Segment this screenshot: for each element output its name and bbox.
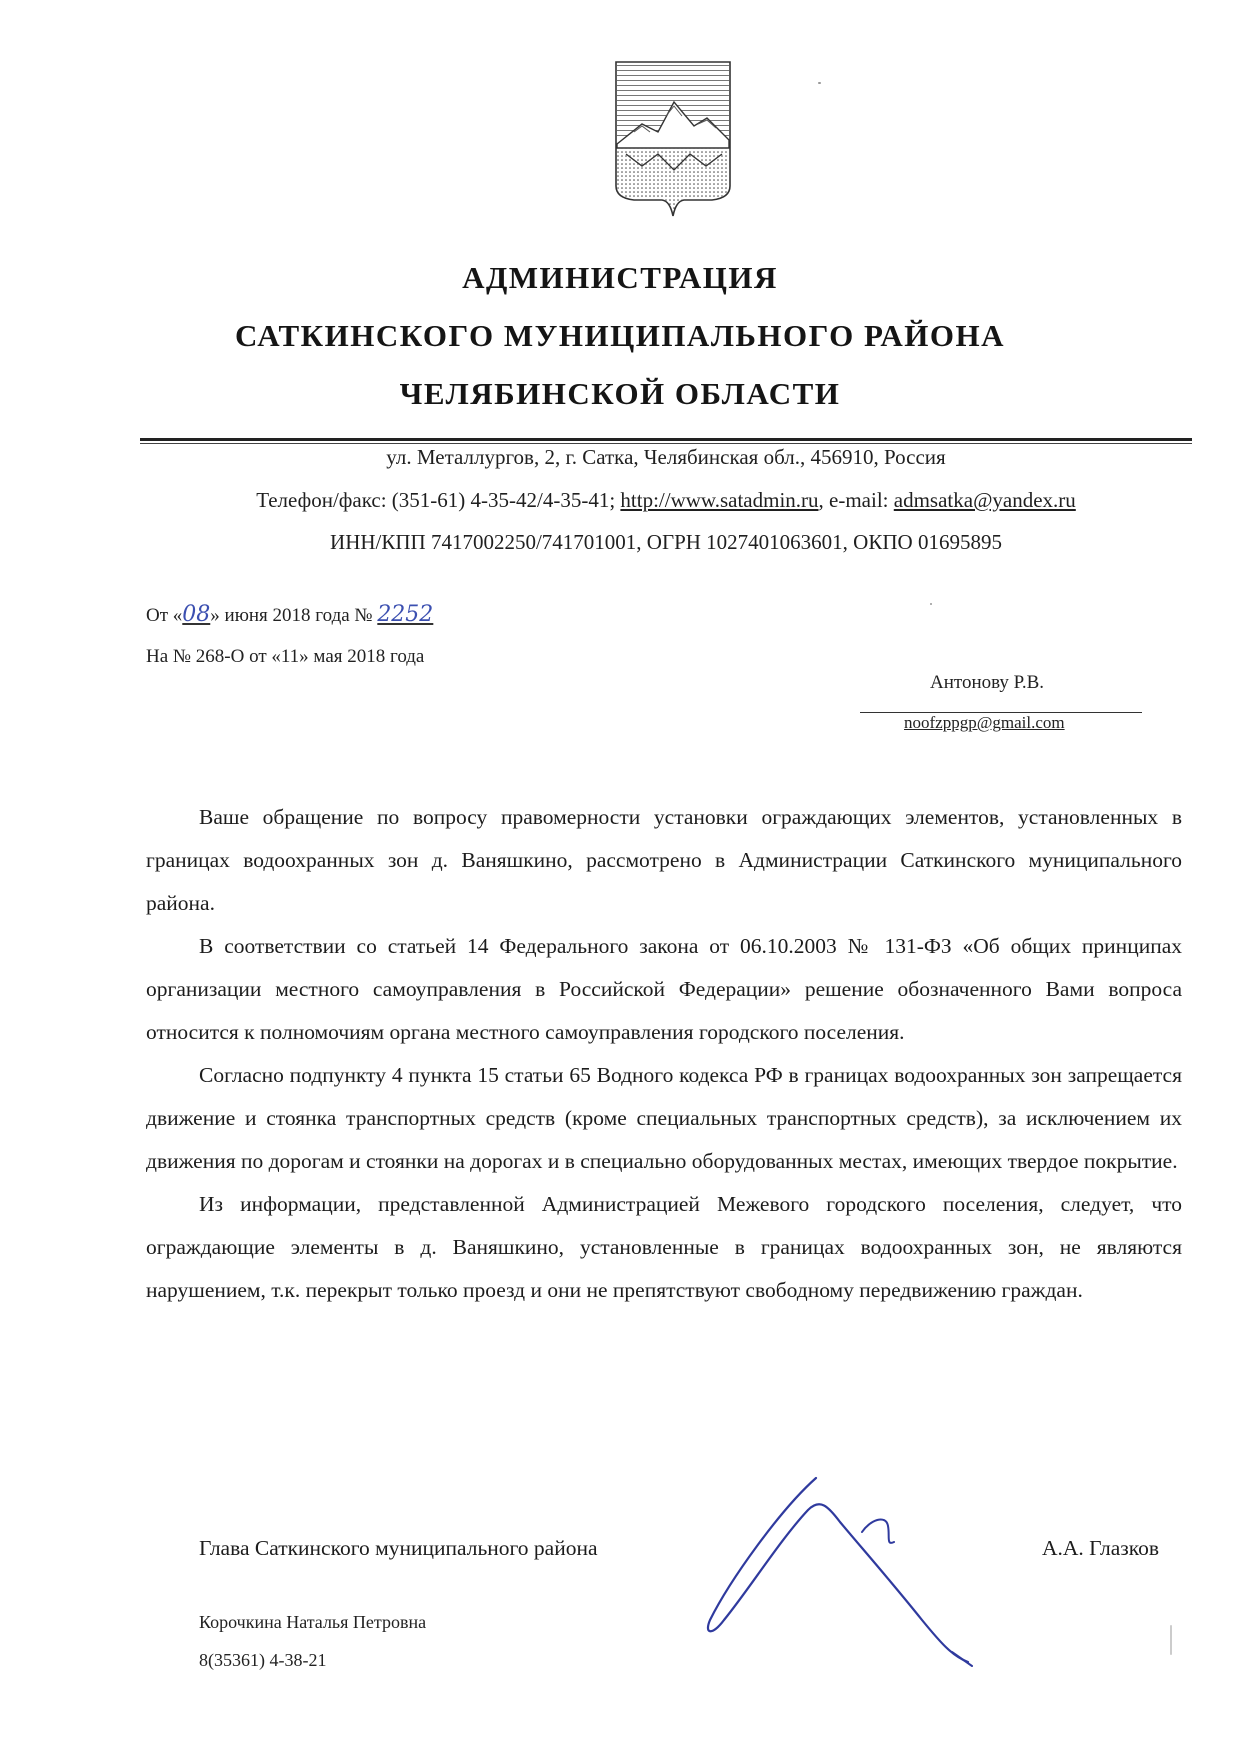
date-prefix: От « [146,605,183,626]
org-registration-ids: ИНН/КПП 7417002250/741701001, ОГРН 1027401063601, ОКПО 01695895 [330,530,1002,554]
signatory-title: Глава Саткинского муниципального района [199,1536,598,1560]
body-paragraph-2: В соответствии со статьей 14 Федерального закона от 06.10.2003 № 131-ФЗ «Об общих принципах организации местного самоуправления в Российской Федерации» решение обозначенного Вами вопроса относится к полномочиям органа местного самоуправления городского поселения. [146,934,1182,1044]
letter-body [146,796,1182,1312]
body-paragraph-3: Согласно подпункту 4 пункта 15 статьи 65 Водного кодекса РФ в границах водоохранных зон запрещается движение и стоянка транспортных средств (кроме специальных транспортных средств), за исключением их движения по дорогам и стоянки на дорогах и в специально оборудованных местах, имеющих твердое покрытие. [146,1063,1182,1173]
org-title-line-3: ЧЕЛЯБИНСКОЙ ОБЛАСТИ [399,376,841,411]
scan-speck [818,82,821,84]
executor-phone: 8(35361) 4-38-21 [199,1650,327,1670]
scan-speck [1170,1625,1172,1655]
handwritten-signature [690,1470,1010,1670]
date-middle: » июня 2018 года № [210,605,373,626]
body-paragraph-4: Из информации, представленной Администрацией Межевого городского поселения, следует, что ограждающие элементы в д. Ваняшкино, установленные в границах водоохранных зон, не являются нарушением, т.к. перекрыт только проезд и они не препятствуют свободному передвижению граждан. [146,1192,1182,1302]
phone-fax: Телефон/факс: (351-61) 4-35-42/4-35-41; [256,488,621,512]
email-label: , e-mail: [818,488,894,512]
handwritten-number: 2252 [377,602,434,627]
signatory-name: А.А. Глазков [1042,1536,1160,1560]
org-phone-line [140,488,1192,513]
org-title-line-2: САТКИНСКОГО МУНИЦИПАЛЬНОГО РАЙОНА [234,318,1006,353]
executor-name: Корочкина Наталья Петровна [199,1612,427,1632]
addressee-email[interactable]: noofzppgp@gmail.com [904,713,1065,732]
handwritten-day: 08 [182,602,211,627]
website-link[interactable]: http://www.satadmin.ru [620,488,819,512]
addressee-name: Антонову Р.В. [930,672,1045,693]
header-divider-thin [140,443,1192,444]
email-link[interactable]: admsatka@yandex.ru [893,488,1076,512]
outgoing-reference [146,602,433,627]
scan-speck [930,603,932,605]
org-address: ул. Металлургов, 2, г. Сатка, Челябинская обл., 456910, Россия [386,445,946,469]
header-divider [140,438,1192,441]
coat-of-arms-emblem [612,58,734,218]
reply-reference: На № 268-О от «11» мая 2018 года [146,646,425,667]
body-paragraph-1: Ваше обращение по вопросу правомерности установки ограждающих элементов, установленных в границах водоохранных зон д. Ваняшкино, рассмотрено в Администрации Саткинского муниципального района. [146,805,1182,915]
org-title-line-1: АДМИНИСТРАЦИЯ [462,260,778,295]
